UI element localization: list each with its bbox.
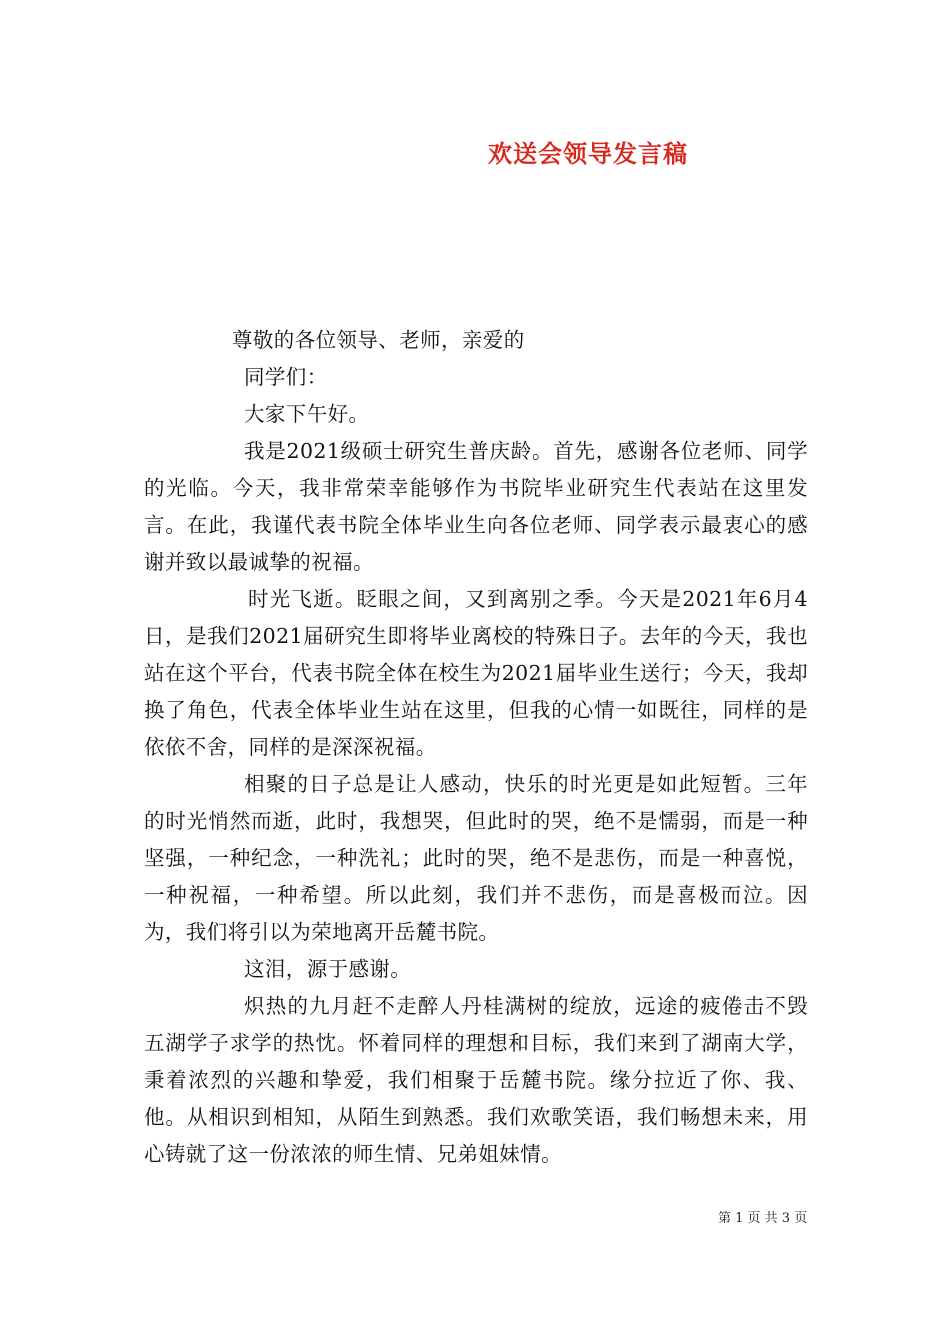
paragraph: 我是2021级硕士研究生普庆龄。首先，感谢各位老师、同学的光临。今天，我非常荣幸能够作为书院毕业研究生代表站在这里发言。在此，我谨代表书院全体毕业生向各位老师、同学表示最衷心的感谢并致以最诚挚的祝福。: [144, 439, 808, 574]
paragraph: 这泪，源于感谢。: [244, 957, 412, 981]
paragraph: 炽热的九月赶不走醉人丹桂满树的绽放，远途的疲倦击不毁五湖学子求学的热忱。怀着同样的理想和目标，我们来到了湖南大学，秉着浓烈的兴趣和挚爱，我们相聚于岳麓书院。缘分拉近了你、我、他。从相识到相知，从陌生到熟悉。我们欢歌笑语，我们畅想未来，用心铸就了这一份浓浓的师生情、兄弟姐妹情。: [144, 994, 808, 1166]
page-number-footer: 第 1 页 共 3 页: [718, 1211, 808, 1226]
document-body: [144, 322, 808, 1173]
paragraph: 相聚的日子总是让人感动，快乐的时光更是如此短暂。三年的时光悄然而逝，此时，我想哭，但此时的哭，绝不是懦弱，而是一种坚强，一种纪念，一种洗礼；此时的哭，绝不是悲伤，而是一种喜悦，一种祝福，一种希望。所以此刻，我们并不悲伤，而是喜极而泣。因为，我们将引以为荣地离开岳麓书院。: [144, 772, 808, 944]
greeting: 大家下午好。: [244, 402, 370, 426]
document-title: 欢送会领导发言稿: [488, 139, 688, 168]
salutation-line-2: 同学们：: [244, 365, 328, 389]
paragraph: 时光飞逝。眨眼之间，又到离别之季。今天是2021年6月4日，是我们2021届研究生即将毕业离校的特殊日子。去年的今天，我也站在这个平台，代表书院全体在校生为2021届毕业生送行；今天，我却换了角色，代表全体毕业生站在这里，但我的心情一如既往，同样的是依依不舍，同样的是深深祝福。: [144, 587, 808, 759]
salutation-line-1: 尊敬的各位领导、老师，亲爱的: [232, 328, 525, 352]
